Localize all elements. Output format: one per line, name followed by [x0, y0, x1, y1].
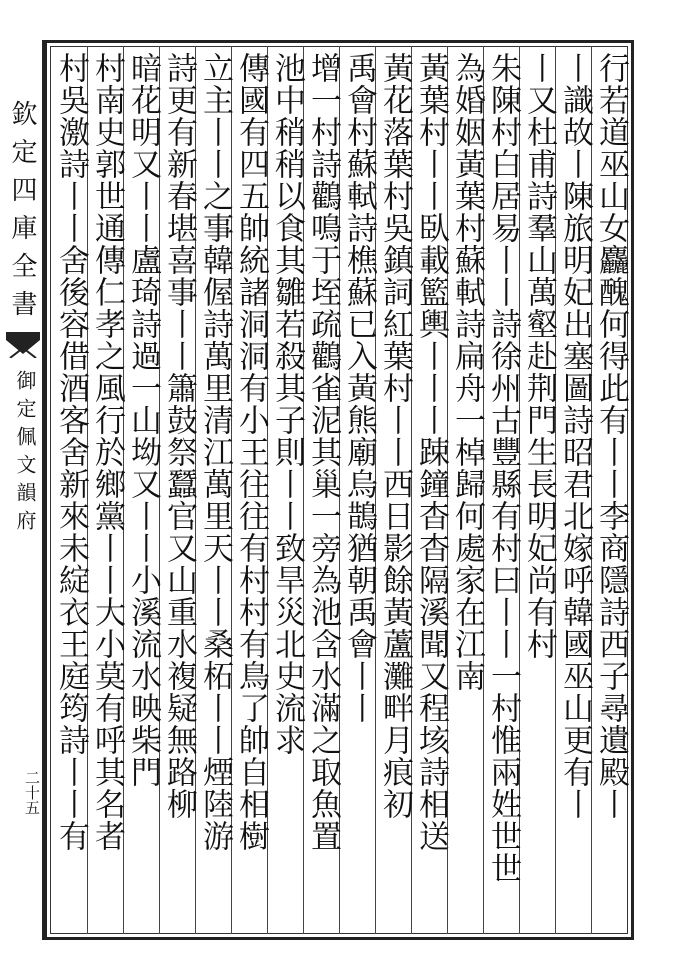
- text-column: 丨識故丨陳旅明妃出塞圖詩昭君北嫁呼韓國巫山更有丨: [557, 52, 593, 820]
- text-column: 行若道巫山女麤醜何得此有丨丨李商隱詩西子尋遺殿丨: [593, 52, 629, 820]
- text-column: 池中稍稍以食其雛若殺其子則丨丨致旱災北史流求: [269, 52, 305, 756]
- text-column: 村吳激詩丨丨舍後容借酒客舍新來未綻衣王庭筠詩丨丨有: [53, 52, 89, 852]
- fishtail-mark-icon: [6, 332, 40, 358]
- text-column: 丨又杜甫詩羣山萬壑赴荆門生長明妃尚有村: [521, 52, 557, 660]
- text-column: 朱陳村白居易丨丨詩徐州古豐縣有村曰丨丨一村惟兩姓世世: [485, 52, 521, 884]
- text-column: 為婚姻黃葉村蘇軾詩扁舟一棹歸何處家在江南: [449, 52, 485, 692]
- book-subtitle: 御定佩文韻府: [13, 370, 37, 538]
- text-column: 傳國有四五帥統諸洞洞有小王往往有村村有鳥了帥自相樹: [233, 52, 269, 852]
- text-column: 村南史郭世通傳仁孝之風行於鄉黨丨丨大小莫有呼其名者: [89, 52, 125, 852]
- page-number: 二十五: [23, 770, 41, 815]
- text-column: 詩更有新春堪喜事丨丨簫鼓祭蠶官又山重水複疑無路柳: [161, 52, 197, 820]
- text-column: 禹會村蘇軾詩樵蘇已入黃熊廟烏鵲猶朝禹會丨丨: [341, 52, 377, 724]
- text-column: 黃花落葉村吳鎮詞紅葉村丨丨西日影餘黃蘆灘畔月痕初: [377, 52, 413, 820]
- text-column: 增一村詩鸛鳴于垤疏鸛雀泥其巢一旁為池含水滿之取魚置: [305, 52, 341, 852]
- page-margin-column: [0, 40, 44, 940]
- text-column: 黃葉村丨丨臥載籃輿丨丨丨踈鐘杳杳隔溪聞又程垓詩相送: [413, 52, 449, 852]
- book-title: 欽定四庫全書: [7, 100, 37, 328]
- text-column: 立主丨丨之事韓偓詩萬里清江萬里天丨丨桑柘丨丨煙陸游: [197, 52, 233, 852]
- text-column: 暗花明又丨丨盧琦詩過一山坳又丨丨小溪流水映柴門: [125, 52, 161, 788]
